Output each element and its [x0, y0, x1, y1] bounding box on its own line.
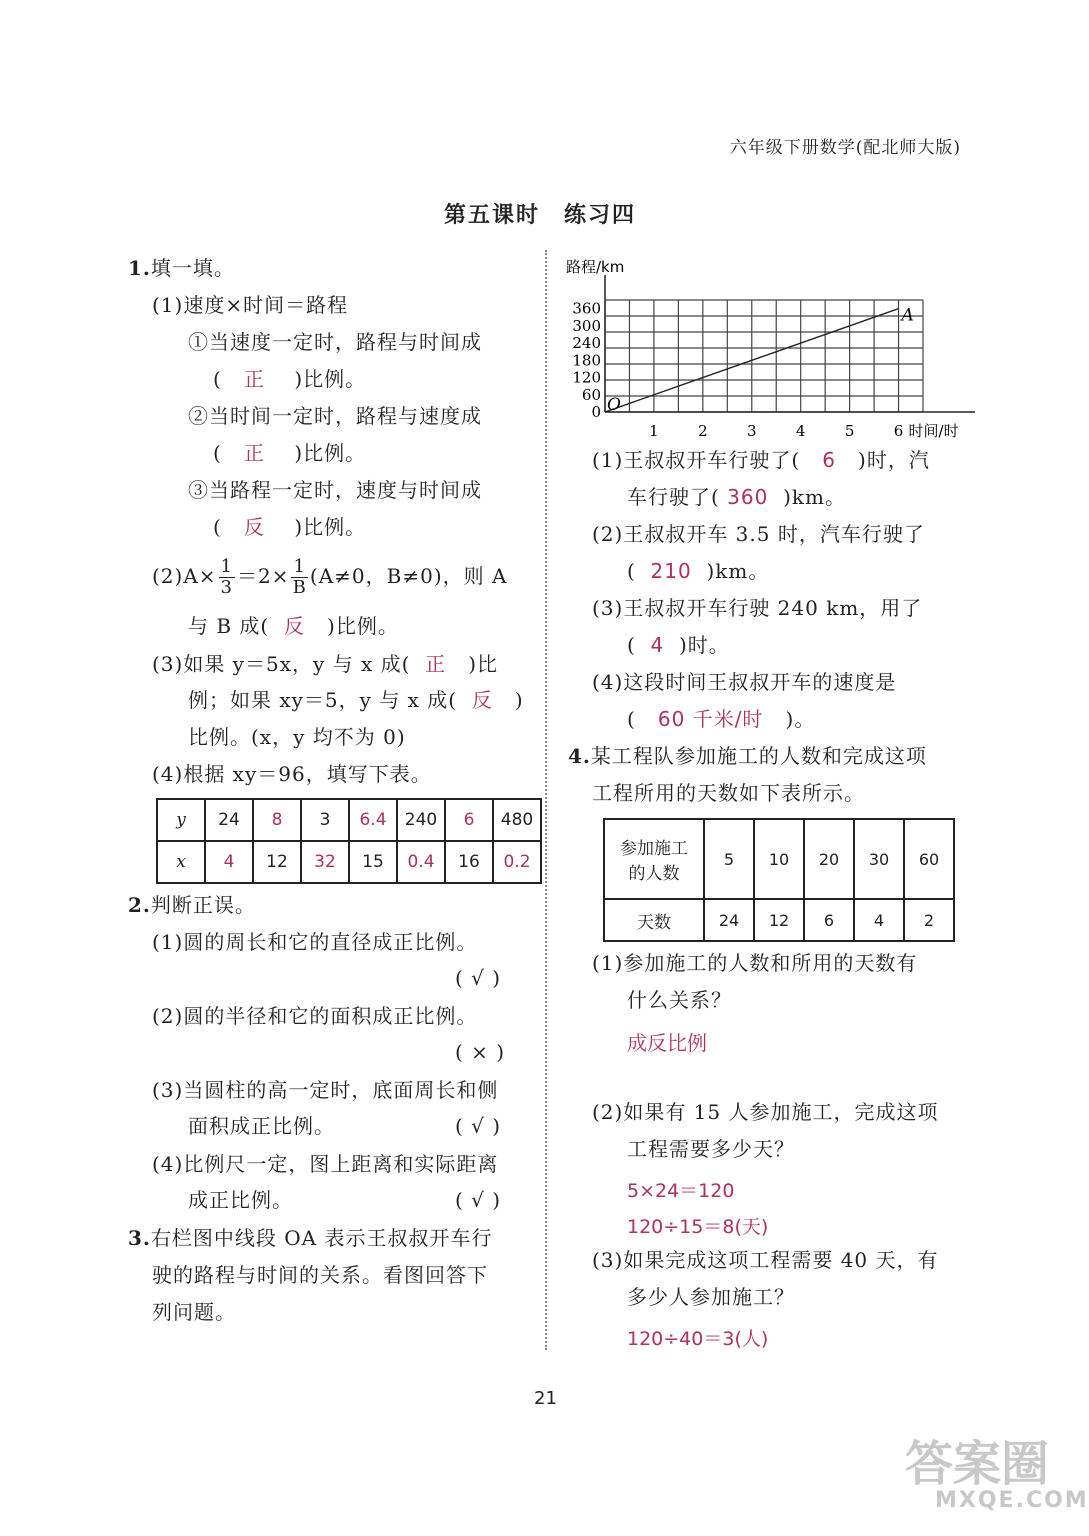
table-row-x: x 4 12 32 15 0.4 16 0.2 [157, 841, 541, 883]
page-title: 第五课时 练习四 [444, 202, 637, 228]
q1-s3-line3: 比例。(x，y 均不为 0) [188, 725, 406, 749]
q1-s2-answer-line: 与 B 成( 反 )比例。 [188, 614, 399, 638]
q2-item4-line1: (4)比例尺一定，图上距离和实际距离 [152, 1152, 499, 1176]
q2-item1: (1)圆的周长和它的直径成正比例。 [152, 930, 478, 954]
q4-s3-line2: 多少人参加施工？ [627, 1285, 795, 1309]
q1-s1-b-line: ②当时间一定时，路程与速度成 [188, 404, 482, 428]
q3-s2-line1: (2)王叔叔开车 3.5 时，汽车行驶了 [592, 522, 925, 546]
q4-s1-line2: 什么关系？ [627, 988, 732, 1012]
q3-s2-line2: ( 210 )km。 [627, 559, 770, 583]
workers-days-table [603, 818, 955, 942]
watermark-url: MXQE.COM [935, 1488, 1089, 1513]
y-axis-label: 路程/km [566, 258, 625, 276]
row-label: 参加施工 的人数 [604, 819, 704, 899]
answer: 正 [243, 367, 265, 391]
answer: 60 千米/时 [657, 707, 764, 731]
q3-s3-line2: ( 4 )时。 [627, 633, 730, 657]
q3-s1-line2: 车行驶了( 360 )km。 [627, 485, 846, 509]
q4-s1-line1: (1)参加施工的人数和所用的天数有 [592, 951, 918, 975]
q4-line2: 工程所用的天数如下表所示。 [592, 781, 865, 805]
q2-heading: 2.判断正误。 [128, 893, 256, 917]
q2-item1-answer: ( √ ) [455, 966, 502, 990]
chart-grid [605, 275, 975, 412]
x-tick-label: 6 [893, 422, 904, 440]
column-divider [545, 250, 547, 1350]
q2-item4-line2: 成正比例。 [188, 1188, 293, 1212]
q2-item3-line2: 面积成正比例。 [188, 1114, 335, 1138]
point-label-a: A [901, 305, 914, 326]
fraction-one-third: $\frac{1}{3}$ [220, 556, 233, 598]
q1-s1-head: (1)速度×时间＝路程 [152, 293, 349, 317]
q3-s1-line1: (1)王叔叔开车行驶了( 6 )时，汽 [592, 448, 930, 472]
x-tick-label: 5 [844, 422, 855, 440]
answer: 360 [727, 485, 769, 509]
y-tick-label: 180 [572, 351, 601, 370]
q2-item3-line1: (3)当圆柱的高一定时，底面周长和侧 [152, 1078, 499, 1102]
q2-item3-answer: ( √ ) [455, 1114, 502, 1138]
x-tick-label: 2 [698, 422, 708, 440]
origin-tick-label: 0 [591, 403, 601, 421]
q1-s1-a-line: ①当速度一定时，路程与时间成 [188, 330, 482, 354]
q4-s2-line1: (2)如果有 15 人参加施工，完成这项 [592, 1100, 939, 1124]
answer: 6 [822, 448, 836, 472]
q3-line3: 列问题。 [152, 1300, 236, 1324]
q4-s1-answer: 成反比例 [627, 1031, 707, 1055]
y-tick-label: 60 [581, 385, 601, 404]
answer: 210 [650, 559, 692, 583]
y-tick-label: 360 [572, 299, 601, 318]
answer: 反 [243, 515, 265, 539]
answer: 正 [425, 652, 447, 676]
point-label-o: O [607, 395, 621, 415]
q1-heading: 1.填一填。 [128, 256, 235, 280]
answer: 4 [650, 633, 665, 657]
y-tick-label: 120 [572, 368, 601, 387]
q1-s1-c-line: ③当路程一定时，速度与时间成 [188, 478, 482, 502]
q4-s2-answer-2: 120÷15＝8(天) [627, 1216, 769, 1238]
q4-s2-line2: 工程需要多少天？ [627, 1137, 795, 1161]
q1-s1-b-answer-line: ( 正 )比例。 [213, 441, 367, 465]
x-tick-label: 1 [649, 422, 659, 440]
row-label: 天数 [604, 899, 704, 941]
q1-s1-c-answer-line: ( 反 )比例。 [213, 515, 367, 539]
y-tick-label: 240 [572, 334, 601, 353]
q1-s3-line2: 例；如果 xy＝5，y 与 x 成( 反 ) [188, 688, 524, 712]
answer: 反 [283, 614, 305, 638]
q1-s4-head: (4)根据 xy＝96，填写下表。 [152, 762, 432, 786]
x-tick-label: 3 [746, 422, 757, 440]
q2-item4-answer: ( √ ) [455, 1188, 502, 1212]
q4-line1: 4.某工程队参加施工的人数和完成这项 [568, 744, 927, 768]
x-tick-label: 4 [795, 422, 806, 440]
table-row-y: y 24 8 3 6.4 240 6 480 [157, 799, 541, 841]
answer: 反 [471, 688, 493, 712]
q3-line1: 3.右栏图中线段 OA 表示王叔叔开车行 [128, 1226, 493, 1250]
q1-s1-a-answer-line: ( 正 )比例。 [213, 367, 367, 391]
q1-s3-line1: (3)如果 y＝5x，y 与 x 成( 正 )比 [152, 652, 499, 676]
q4-s3-line1: (3)如果完成这项工程需要 40 天，有 [592, 1248, 939, 1272]
table-row-people: 参加施工 的人数 5 10 20 30 60 [604, 819, 954, 899]
answer: 正 [243, 441, 265, 465]
distance-time-chart [560, 250, 990, 445]
fraction-one-over-b: $\frac{1}{B}$ [292, 556, 307, 598]
q2-item2: (2)圆的半径和它的面积成正比例。 [152, 1004, 478, 1028]
q4-s3-answer: 120÷40＝3(人) [627, 1328, 769, 1350]
row-label: y [157, 799, 205, 841]
xy-table [156, 798, 542, 884]
row-label: x [157, 841, 205, 883]
q3-s4-line1: (4)这段时间王叔叔开车的速度是 [592, 670, 897, 694]
q3-line2: 驶的路程与时间的关系。看图回答下 [152, 1263, 488, 1287]
y-tick-label: 300 [572, 316, 601, 335]
q2-item2-answer: ( × ) [455, 1040, 506, 1064]
book-header: 六年级下册数学(配北师大版) [729, 138, 961, 158]
q3-s3-line1: (3)王叔叔开车行驶 240 km，用了 [592, 596, 923, 620]
x-axis-label: 时间/时 [908, 422, 959, 440]
q3-s4-line2: ( 60 千米/时 )。 [627, 707, 816, 731]
watermark-logo: 答案圈 [905, 1436, 1050, 1492]
q1-s2-line: (2)A× $\frac{1}{3}$ ＝2× $\frac{1}{B}$ (A≠0，B≠0)，则 A [152, 556, 508, 598]
page-number: 21 [534, 1388, 557, 1409]
q4-s2-answer-1: 5×24＝120 [627, 1180, 735, 1202]
table-row-days: 天数 24 12 6 4 2 [604, 899, 954, 941]
